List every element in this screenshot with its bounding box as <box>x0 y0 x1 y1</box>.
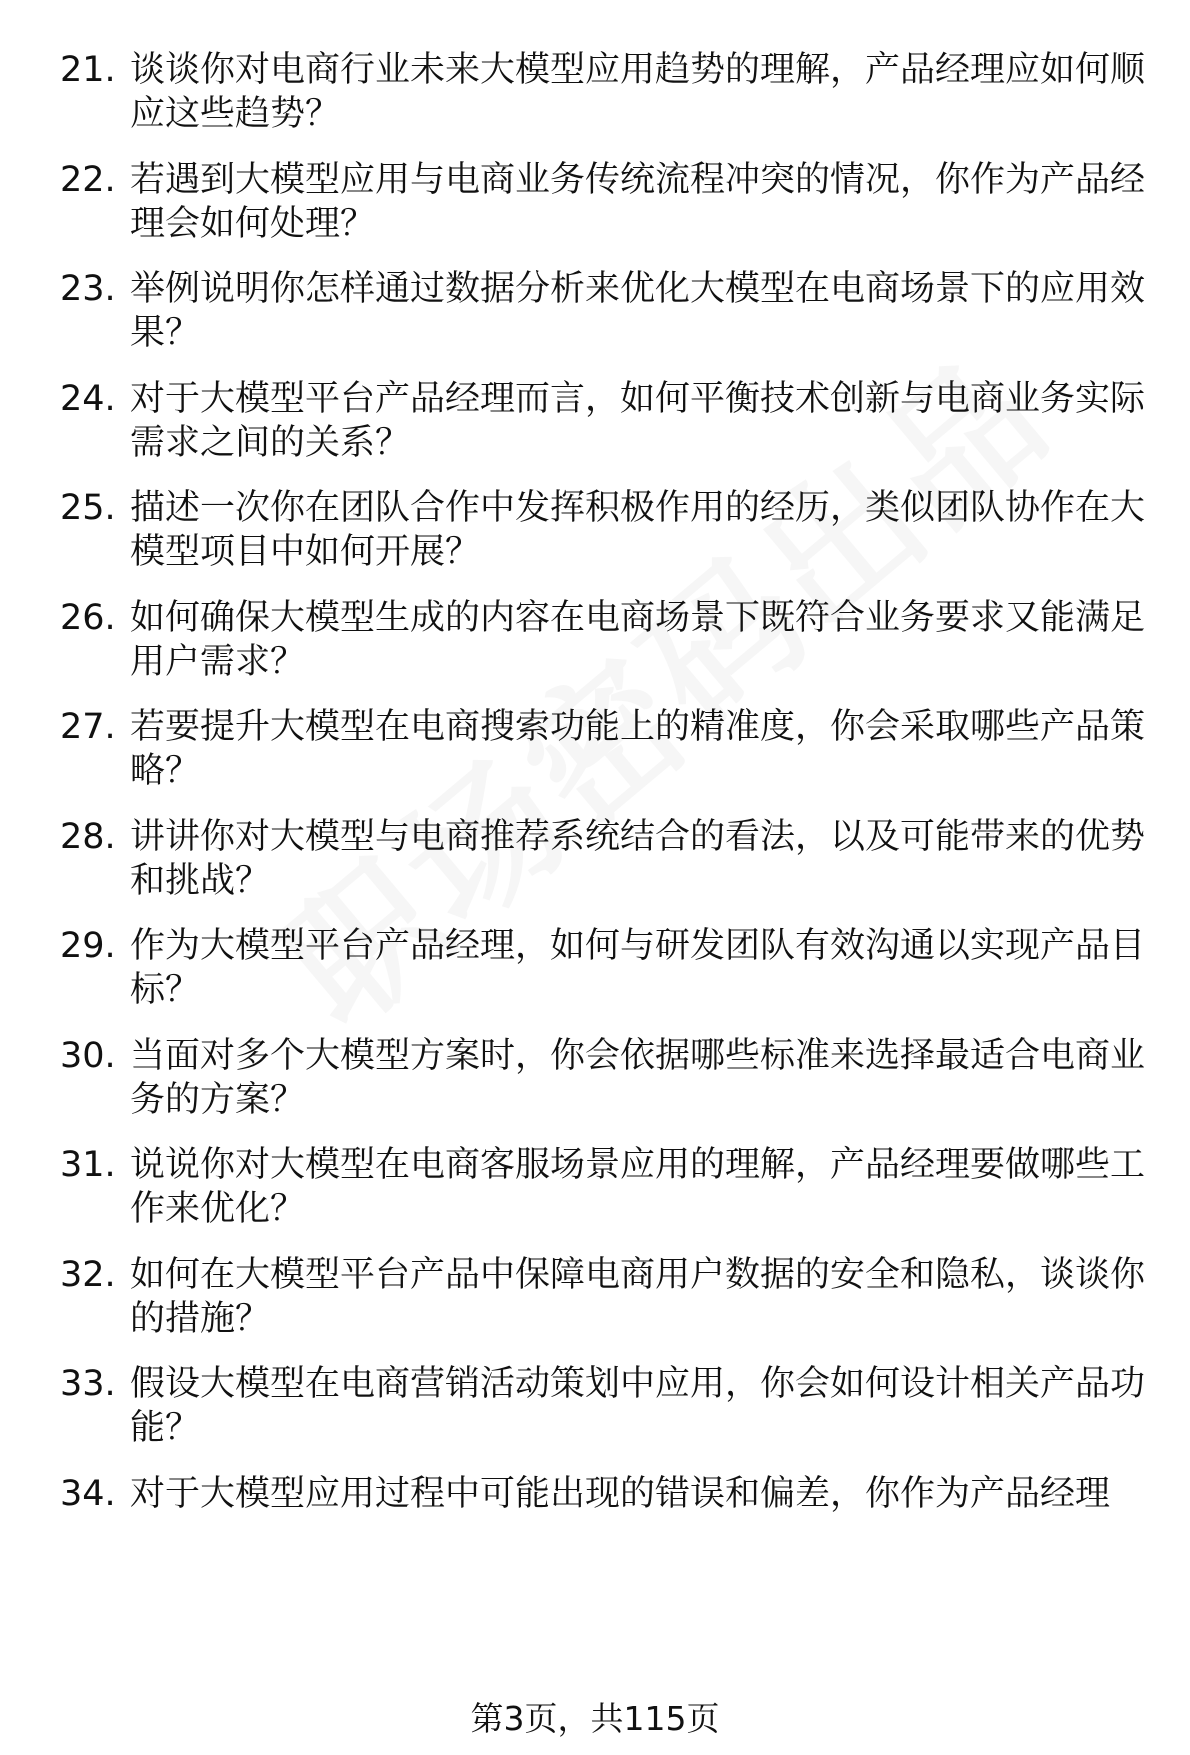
question-item-28 <box>60 815 1170 903</box>
question-text: 当面对多个大模型方案时，你会依据哪些标准来选择最适合电商业务的方案？ <box>130 1036 1146 1120</box>
question-item-32 <box>60 1253 1170 1341</box>
question-text: 举例说明你怎样通过数据分析来优化大模型在电商场景下的应用效果？ <box>130 269 1146 353</box>
question-item-23 <box>60 267 1170 355</box>
question-text: 对于大模型应用过程中可能出现的错误和偏差，你作为产品经理 <box>130 1474 1111 1514</box>
question-item-31 <box>60 1143 1170 1231</box>
question-number: 28. <box>60 817 116 857</box>
question-text: 描述一次你在团队合作中发挥积极作用的经历，类似团队协作在大模型项目中如何开展？ <box>130 488 1146 572</box>
question-number: 27. <box>60 707 116 747</box>
question-item-30 <box>60 1034 1170 1122</box>
question-text: 讲讲你对大模型与电商推荐系统结合的看法，以及可能带来的优势和挑战？ <box>130 817 1146 901</box>
question-text: 说说你对大模型在电商客服场景应用的理解，产品经理要做哪些工作来优化？ <box>130 1145 1146 1229</box>
question-number: 26. <box>60 598 116 638</box>
question-number: 33. <box>60 1364 116 1404</box>
question-number: 25. <box>60 488 116 528</box>
question-number: 31. <box>60 1145 116 1185</box>
question-item-22 <box>60 158 1170 246</box>
question-item-21 <box>60 48 1170 136</box>
question-text: 作为大模型平台产品经理，如何与研发团队有效沟通以实现产品目标？ <box>130 926 1146 1010</box>
question-number: 23. <box>60 269 116 309</box>
question-item-29 <box>60 924 1170 1012</box>
question-text: 若要提升大模型在电商搜索功能上的精准度，你会采取哪些产品策略？ <box>130 707 1146 791</box>
question-item-24 <box>60 377 1170 465</box>
question-item-25 <box>60 486 1170 574</box>
question-number: 30. <box>60 1036 116 1076</box>
question-number: 34. <box>60 1474 116 1514</box>
question-text: 如何确保大模型生成的内容在电商场景下既符合业务要求又能满足用户需求？ <box>130 598 1146 682</box>
question-text: 谈谈你对电商行业未来大模型应用趋势的理解，产品经理应如何顺应这些趋势？ <box>130 50 1146 134</box>
question-number: 24. <box>60 379 116 419</box>
question-item-33 <box>60 1362 1170 1450</box>
question-item-26 <box>60 596 1170 684</box>
question-text: 如何在大模型平台产品中保障电商用户数据的安全和隐私，谈谈你的措施？ <box>130 1255 1146 1339</box>
question-number: 22. <box>60 160 116 200</box>
question-item-34 <box>60 1472 1170 1516</box>
question-item-27 <box>60 705 1170 793</box>
question-number: 32. <box>60 1255 116 1295</box>
question-number: 21. <box>60 50 116 90</box>
question-text: 对于大模型平台产品经理而言，如何平衡技术创新与电商业务实际需求之间的关系？ <box>130 379 1146 463</box>
question-text: 若遇到大模型应用与电商业务传统流程冲突的情况，你作为产品经理会如何处理？ <box>130 160 1146 244</box>
page-number-footer: 第3页，共115页 <box>470 1699 720 1738</box>
question-number: 29. <box>60 926 116 966</box>
question-text: 假设大模型在电商营销活动策划中应用，你会如何设计相关产品功能？ <box>130 1364 1146 1448</box>
